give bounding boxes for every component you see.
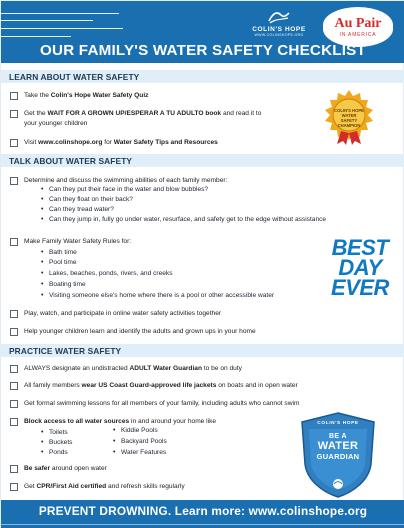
- wave-logo-icon: [267, 9, 291, 25]
- badge-text: BE A WATER GUARDIAN: [316, 433, 360, 461]
- checkbox[interactable]: [10, 382, 18, 390]
- list-item: • Visiting someone else's home where there is a pool or other accessible water: [49, 291, 274, 301]
- list-item: • Bath time: [49, 248, 77, 258]
- colins-logo-name: COLIN'S HOPE: [252, 26, 306, 33]
- list-item: • Ponds: [49, 448, 68, 458]
- aupair-logo-sub: IN AMERICA: [339, 32, 377, 38]
- medal-text: COLIN'S HOPE WATER SAFETY CHAMPION: [334, 108, 364, 128]
- checkbox[interactable]: [10, 310, 18, 318]
- section-learn: [1, 70, 404, 83]
- aupair-logo: [323, 7, 393, 47]
- checkbox[interactable]: [10, 238, 18, 246]
- section-practice: [1, 344, 404, 357]
- checkbox[interactable]: [10, 465, 18, 473]
- page-title: OUR FAMILY'S WATER SAFETY CHECKLIST: [40, 42, 366, 59]
- checkbox[interactable]: [10, 483, 18, 491]
- colins-logo-url: WWW.COLINSHOPE.ORG: [254, 33, 304, 37]
- list-item: • Can they put their face in the water and blow bubbles?: [49, 185, 208, 195]
- checkbox[interactable]: [10, 418, 18, 426]
- list-item: • Buckets: [49, 438, 72, 448]
- list-item: • Kiddie Pools: [121, 426, 158, 436]
- list-item: • Boating time: [49, 280, 86, 290]
- list-item: • Backyard Pools: [121, 437, 167, 447]
- list-item: • Can they tread water?: [49, 205, 114, 215]
- section-learn-heading: LEARN ABOUT WATER SAFETY: [9, 71, 140, 82]
- checkbox[interactable]: [10, 328, 18, 336]
- checkbox[interactable]: [10, 400, 18, 408]
- colins-hope-logo: [251, 9, 307, 41]
- list-item: • Lakes, beaches, ponds, rivers, and creeks: [49, 269, 173, 279]
- list-item: • Can they float on their back?: [49, 195, 133, 205]
- checkbox[interactable]: [10, 177, 18, 185]
- checkbox[interactable]: [10, 92, 18, 100]
- checkbox[interactable]: [10, 365, 18, 373]
- section-talk: [1, 154, 404, 167]
- footer-cta: PREVENT DROWNING. Learn more: www.colinshope.org: [38, 504, 368, 518]
- checkbox[interactable]: [10, 110, 18, 118]
- list-item: • Water Features: [121, 448, 166, 458]
- badge-top-text: COLIN'S HOPE: [317, 421, 359, 426]
- checklist-page: COLIN'S HOPE WWW.COLINSHOPE.ORG Au Pair IN AMERICA OUR FAMILY'S WATER SAFETY CHECKLIST LEARN ABOUT WATER SAFETY Take the Colin's Hope Water Safety Quiz Get the WAIT FOR A GROWN UP/ESPERAR A TU ADULTO book and read it to your younger children Visit www.colinshope.org for Water Safety Tips and Resources COLIN'S HOPE WATER SAFETY CHAMPION TALK ABOUT WATER SAFETY Determine and discuss the swimming abilities of each family member: • Can they put their face in the water and blow bubbles? • Can they float on their back? • Can they tread water? • Can they jump in, fully go under water, resurface, and safety get to the edge without assistance Make Family Water Safety Rules for: • Bath time • Pool time • Lakes, beaches, ponds, rivers, and creeks • Boating time • Visiting someone else's home where there is a pool or other accessible water Play, watch, and participate in online water safety activities together Help younger children learn and identify the adults and grown ups in your home BEST DAY EVER PRACTICE WATER SAFETY ALWAYS designate an undistracted ADULT Water Guardian to be on duty All family members wear US Coast Guard-approved life jackets on boats and in open water Get formal swimming lessons for all members of your family, including adults who cannot swim Block access to all water sources in and around your home like • Toilets • Buckets • Ponds • Kiddie Pools • Backyard Pools • Water Features Be safer around open water Get CPR/First Aid certified and refresh skills regularly COLIN'S HOPE BE A WATER GUARDIAN PREVENT DROWNING. Learn more: www.colinshope.org: [0, 0, 404, 528]
- aupair-logo-name: Au Pair: [334, 16, 382, 31]
- section-practice-heading: PRACTICE WATER SAFETY: [9, 345, 122, 356]
- section-talk-heading: TALK ABOUT WATER SAFETY: [9, 155, 133, 166]
- list-item: • Toilets: [49, 428, 68, 438]
- list-item: • Pool time: [49, 258, 77, 268]
- best-day-ever-graphic: BEST DAY EVER: [331, 235, 389, 300]
- checkbox[interactable]: [10, 139, 18, 147]
- list-item: • Can they jump in, fully go under water, resurface, and safety get to the edge without assistance: [49, 215, 326, 225]
